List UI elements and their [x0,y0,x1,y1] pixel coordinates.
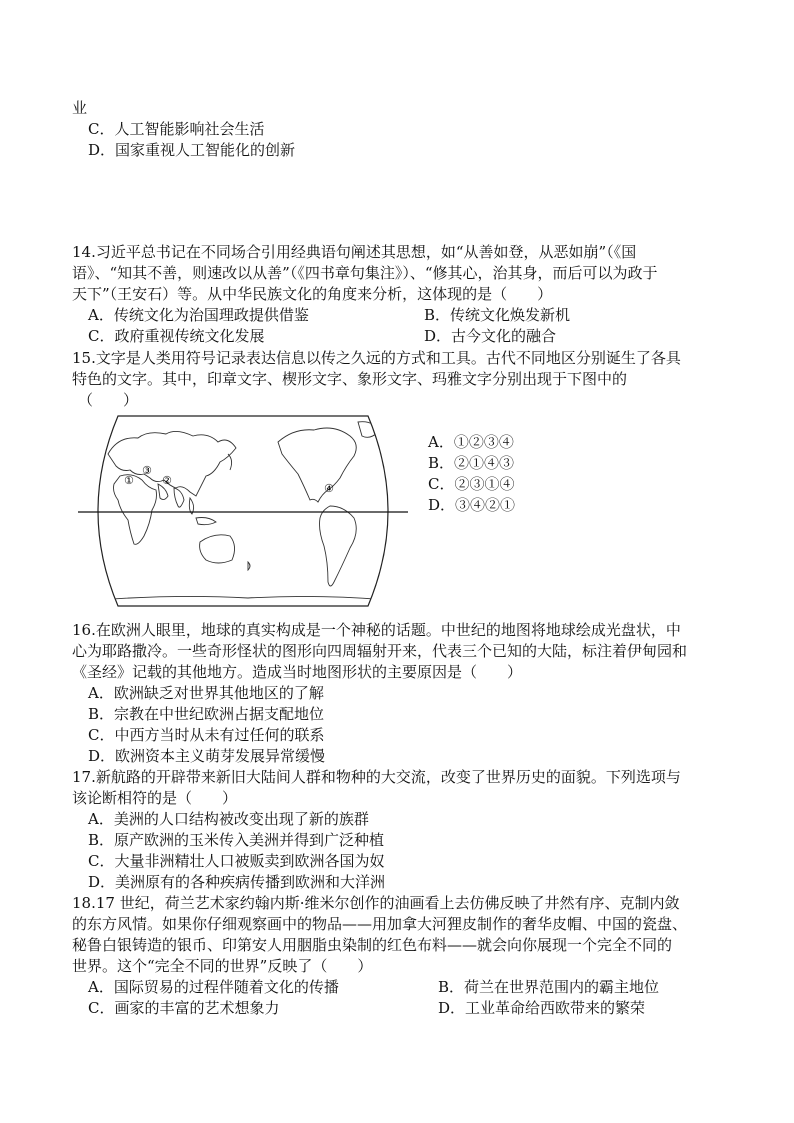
q14-option-a[interactable]: A．传统文化为治国理政提供借鉴 [88,306,309,324]
q15-option-c[interactable]: C．②③①④ [428,475,515,493]
q15-stem-line-2: 特色的文字。其中，印章文字、楔形文字、象形文字、玛雅文字分别出现于下图中的 [72,370,628,388]
world-map-figure [78,414,408,608]
map-marker-3: ③ [142,464,152,477]
q18-option-b[interactable]: B．荷兰在世界范围内的霸主地位 [438,978,660,996]
q15-option-d[interactable]: D．③④②① [428,496,516,514]
q15-option-b[interactable]: B．②①④③ [428,454,515,472]
q18-option-d[interactable]: D．工业革命给西欧带来的繁荣 [438,999,646,1017]
q15-stem-line-3: （ ） [78,391,139,409]
q14-option-b[interactable]: B．传统文化焕发新机 [424,306,571,324]
q15-option-a[interactable]: A．①②③④ [428,433,514,451]
q17-option-c[interactable]: C．大量非洲精壮人口被贩卖到欧洲各国为奴 [88,852,385,870]
q17-stem-line-2: 该论断相符的是（ ） [72,789,238,807]
q14-option-d[interactable]: D．古今文化的融合 [424,327,557,345]
q15-stem-line-1: 15.文字是人类用符号记录表达信息以传之久远的方式和工具。古代不同地区分别诞生了各具 [72,349,681,367]
q18-option-c[interactable]: C．画家的丰富的艺术想象力 [88,999,280,1017]
q16-option-d[interactable]: D．欧洲资本主义萌芽发展异常缓慢 [88,747,326,765]
q16-stem-line-2: 心为耶路撒冷。一些奇形怪状的图形向四周辐射开来，代表三个已知的大陆，标注着伊甸园和 [72,642,688,660]
q13-continuation: 业 [72,99,88,117]
q13-option-d[interactable]: D．国家重视人工智能化的创新 [88,141,296,159]
q18-stem-line-1: 18.17 世纪，荷兰艺术家约翰内斯·维米尔创作的油画看上去仿佛反映了井然有序、克制内敛 [72,894,680,912]
q18-stem-line-2: 的东方风情。如果你仔细观察画中的物品——用加拿大河狸皮制作的奢华皮帽、中国的瓷盘、 [72,915,688,933]
q18-option-a[interactable]: A．国际贸易的过程伴随着文化的传播 [88,978,339,996]
q16-option-b[interactable]: B．宗教在中世纪欧洲占据支配地位 [88,705,325,723]
q17-stem-line-1: 17.新航路的开辟带来新旧大陆间人群和物种的大交流，改变了世界历史的面貌。下列选项与 [72,768,681,786]
q16-option-c[interactable]: C．中西方当时从未有过任何的联系 [88,726,325,744]
q14-stem-line-3: 天下”（王安石）等。从中华民族文化的角度来分析，这体现的是（ ） [72,285,553,303]
q17-option-a[interactable]: A．美洲的人口结构被改变出现了新的族群 [88,810,369,828]
q14-stem-line-1: 14.习近平总书记在不同场合引用经典语句阐述其思想，如“从善如登，从恶如崩”（《国 [72,243,637,261]
q17-option-d[interactable]: D．美洲原有的各种疾病传播到欧洲和大洋洲 [88,873,386,891]
map-marker-2: ② [162,474,172,487]
world-map [78,414,408,608]
q17-option-b[interactable]: B．原产欧洲的玉米传入美洲并得到广泛种植 [88,831,385,849]
q16-stem-line-3: 《圣经》记载的其他地方。造成当时地图形状的主要原因是（ ） [72,663,523,681]
q18-stem-line-3: 秘鲁白银铸造的银币、印第安人用胭脂虫染制的红色布料——就会向你展现一个完全不同的 [72,936,673,954]
map-marker-4: ④ [324,482,334,495]
q14-option-c[interactable]: C．政府重视传统文化发展 [88,327,265,345]
q16-option-a[interactable]: A．欧洲缺乏对世界其他地区的了解 [88,684,324,702]
q13-option-c[interactable]: C．人工智能影响社会生活 [88,120,265,138]
q14-stem-line-2: 语》、“知其不善，则速改以从善”（《四书章句集注》）、“修其心，治其身，而后可以为政于 [72,264,658,282]
q18-stem-line-4: 世界。这个“完全不同的世界”反映了（ ） [72,957,373,975]
map-marker-1: ① [124,474,134,487]
q16-stem-line-1: 16.在欧洲人眼里，地球的真实构成是一个神秘的话题。中世纪的地图将地球绘成光盘状，中 [72,621,681,639]
